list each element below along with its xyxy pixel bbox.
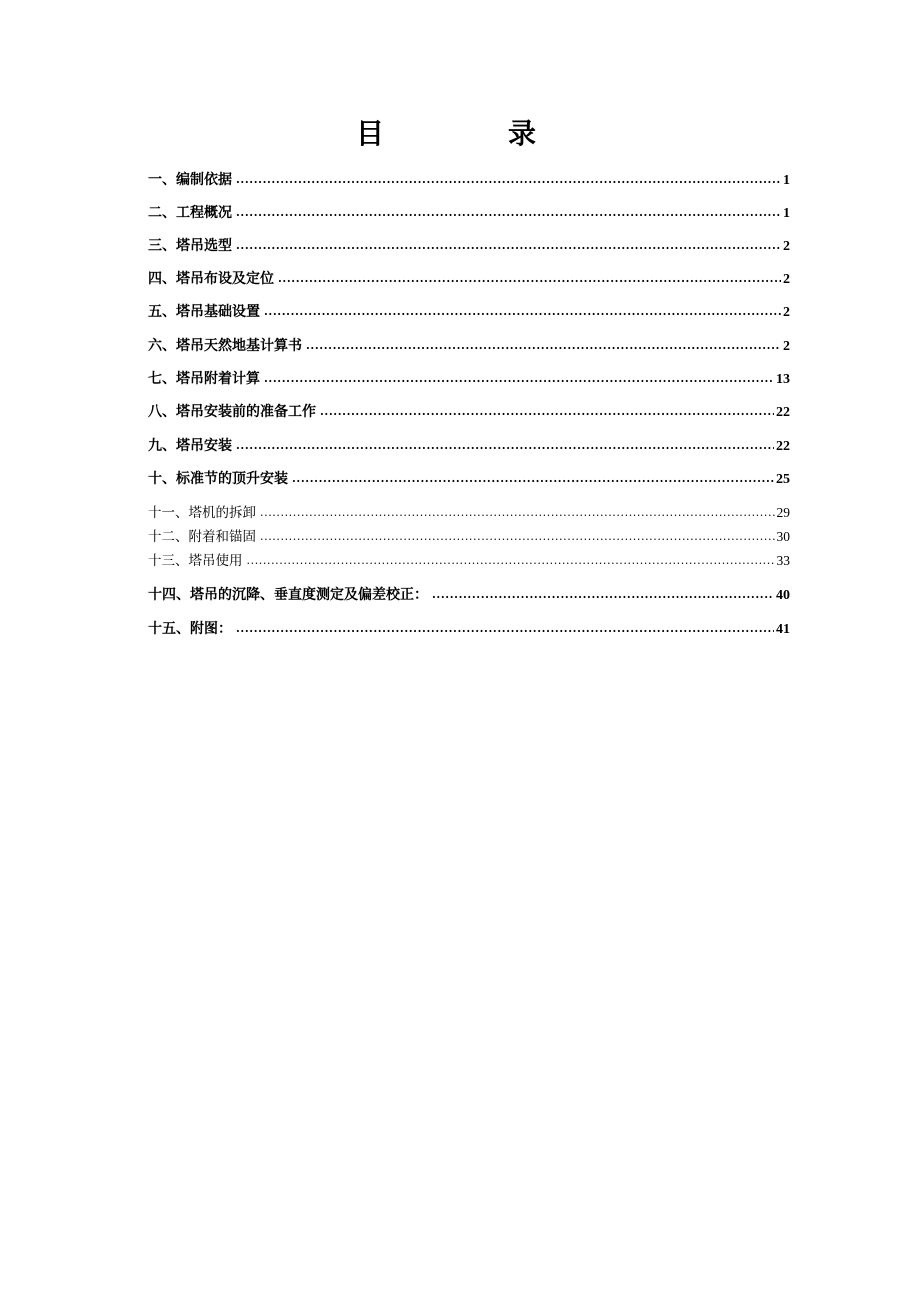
toc-entry[interactable]	[148, 402, 790, 423]
toc-dot-leader	[306, 335, 781, 356]
toc-entry[interactable]	[148, 436, 790, 457]
toc-dot-leader	[236, 235, 781, 256]
toc-entry-label: 八、塔吊安装前的准备工作	[148, 404, 316, 420]
toc-dot-leader	[320, 401, 774, 422]
toc-entry[interactable]	[148, 503, 790, 524]
toc-entry-label: 七、塔吊附着计算	[148, 371, 260, 387]
toc-dot-leader	[278, 268, 781, 289]
toc-entry-label: 二、工程概况	[148, 205, 232, 221]
toc-entry-label: 九、塔吊安装	[148, 438, 232, 454]
toc-entry-page: 2	[783, 272, 790, 287]
toc-entry-label: 一、编制依据	[148, 172, 232, 188]
toc-dot-leader	[236, 202, 781, 223]
toc-dot-leader	[236, 435, 774, 456]
toc-entry[interactable]	[148, 302, 790, 323]
toc-entry[interactable]	[148, 527, 790, 548]
toc-entry-label: 十二、附着和锚固	[148, 529, 256, 545]
toc-dot-leader	[264, 368, 774, 389]
toc-dot-leader	[247, 550, 775, 571]
toc-entry[interactable]	[148, 551, 790, 572]
toc-entry-label: 十五、附图：	[148, 621, 232, 637]
toc-entry-label: 四、塔吊布设及定位	[148, 271, 274, 287]
toc-title: 目 录	[355, 117, 584, 150]
toc-entry-page: 25	[776, 472, 790, 487]
toc-entry-page: 22	[776, 405, 790, 420]
toc-entry-label: 五、塔吊基础设置	[148, 304, 260, 320]
toc-entry[interactable]	[148, 585, 790, 606]
toc-entry-page: 33	[776, 553, 790, 568]
toc-entry[interactable]	[148, 619, 790, 640]
toc-entry-page: 2	[783, 239, 790, 254]
toc-entry-page: 29	[776, 505, 790, 520]
toc-dot-leader	[292, 468, 774, 489]
toc-entry-page: 40	[776, 588, 790, 603]
toc-dot-leader	[432, 584, 774, 605]
toc-entry[interactable]	[148, 170, 790, 191]
toc-entry-label: 十四、塔吊的沉降、垂直度测定及偏差校正：	[148, 587, 428, 603]
toc-dot-leader	[260, 526, 775, 547]
toc-entry-page: 2	[783, 305, 790, 320]
toc-entry-label: 十、标准节的顶升安装	[148, 471, 288, 487]
toc-dot-leader	[236, 169, 781, 190]
toc-entry-label: 十三、塔吊使用	[148, 553, 243, 569]
toc-dot-leader	[236, 618, 774, 639]
toc-entry-page: 1	[783, 206, 790, 221]
toc-entry-page: 1	[783, 173, 790, 188]
toc-entry-page: 13	[776, 372, 790, 387]
toc-entry-page: 30	[776, 529, 790, 544]
toc-dot-leader	[264, 301, 781, 322]
toc-entry-page: 22	[776, 439, 790, 454]
toc-entry[interactable]	[148, 203, 790, 224]
toc-entry-label: 三、塔吊选型	[148, 238, 232, 254]
toc-entry-page: 41	[776, 622, 790, 637]
toc-entry[interactable]	[148, 269, 790, 290]
toc-entry[interactable]	[148, 236, 790, 257]
toc-entry-label: 十一、塔机的拆卸	[148, 505, 256, 521]
toc-entry[interactable]	[148, 469, 790, 490]
toc-entry[interactable]	[148, 336, 790, 357]
toc-entry-label: 六、塔吊天然地基计算书	[148, 338, 302, 354]
toc-entry[interactable]	[148, 369, 790, 390]
toc-entry-page: 2	[783, 339, 790, 354]
toc-dot-leader	[260, 502, 775, 523]
